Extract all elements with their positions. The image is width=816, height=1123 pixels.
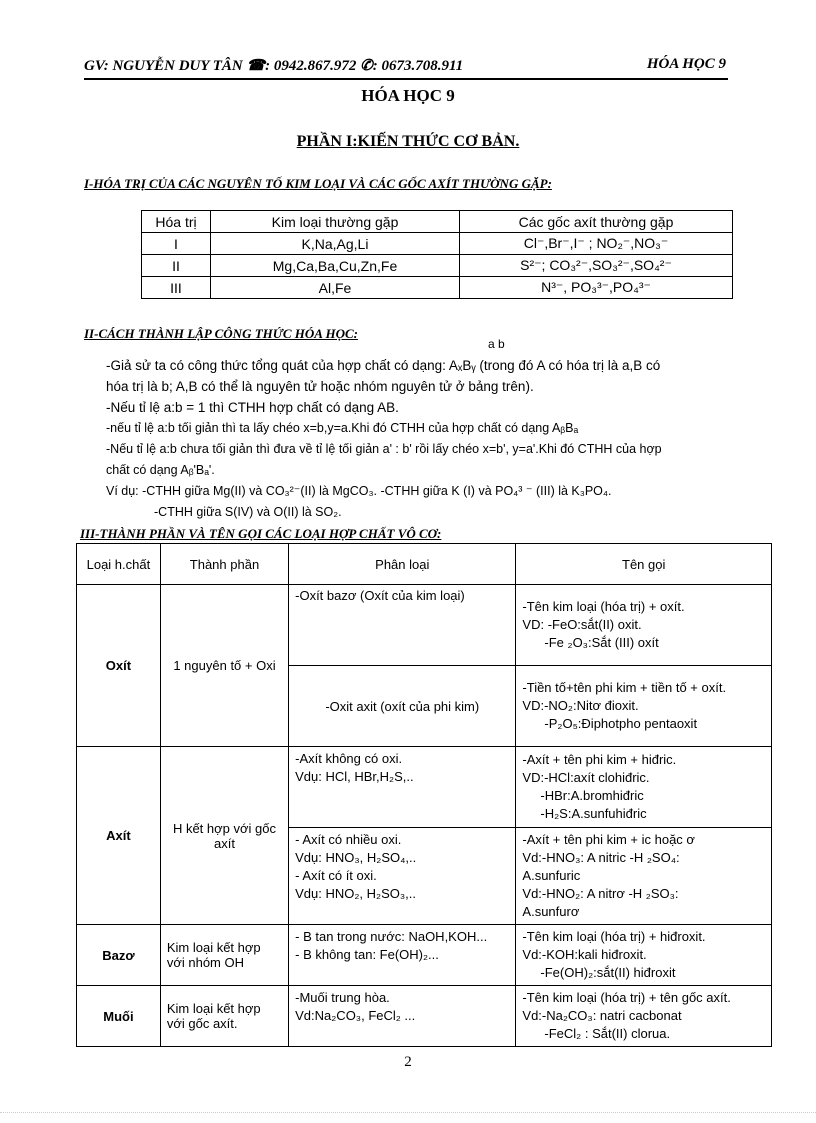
footer-divider <box>0 1112 816 1113</box>
text-line: -Giả sử ta có công thức tổng quát của hợp chất có dạng: AₓBᵧ (trong đó A có hóa trị là a,B có <box>106 358 661 373</box>
axit-oxygen-name <box>516 828 772 925</box>
table-row <box>77 925 772 986</box>
text-line: - B không tan: Fe(OH)₂... <box>295 947 439 962</box>
oxit-basic-name <box>516 585 772 666</box>
part-title: PHẦN I:KIẾN THỨC CƠ BẢN. <box>296 133 520 150</box>
muoi-name <box>516 986 772 1047</box>
table-header-row <box>142 211 733 233</box>
text-line: -Axít không có oxi. <box>295 751 403 766</box>
text-line: -Fe ₂O₃:Sắt (III) oxít <box>544 635 659 650</box>
text-line: VD: -FeO:sắt(II) oxit. <box>522 617 642 632</box>
text-line: Vdụ: HNO₃, H₂SO₄,.. <box>295 850 417 865</box>
cell-metals: Al,Fe <box>211 277 460 299</box>
text-line: -nếu tỉ lệ a:b tối giản thì ta lấy chéo x=b,y=a.Khi đó CTHH của hợp chất có dạng AᵦBₐ <box>106 421 579 435</box>
text-line: Vd:-KOH:kali hiđroxit. <box>522 947 647 962</box>
type-oxit: Oxít <box>77 585 161 747</box>
text-line: -CTHH giữa S(IV) và O(II) là SO₂. <box>154 505 342 519</box>
text-line: -Tên kim loại (hóa trị) + hiđroxit. <box>522 929 706 944</box>
text-line: -Tên kim loại (hóa trị) + oxít. <box>522 599 685 614</box>
cell-valence: I <box>142 233 211 255</box>
text-line: -P₂O₅:Điphotpho pentaoxit <box>544 716 698 731</box>
col-class: Phân loại <box>289 544 516 585</box>
valence-table <box>141 210 733 299</box>
table-row <box>77 747 772 828</box>
text-line: Vdụ: HCl, HBr,H₂S,.. <box>295 769 414 784</box>
bazo-name <box>516 925 772 986</box>
table-header-row <box>77 544 772 585</box>
cell-valence: III <box>142 277 211 299</box>
text-line: Vd:Na₂CO₃, FeCl₂ ... <box>295 1008 416 1023</box>
page-number: 2 <box>404 1054 412 1070</box>
text-line: -H₂S:A.sunfuhiđric <box>540 806 647 821</box>
text-line: VD:-NO₂:Nitơ đioxit. <box>522 698 639 713</box>
table-row <box>77 585 772 666</box>
table-row <box>142 233 733 255</box>
cell-metals: Mg,Ca,Ba,Cu,Zn,Fe <box>211 255 460 277</box>
cell-radicals: Cl⁻,Br⁻,I⁻ ; NO₂⁻,NO₃⁻ <box>460 233 733 255</box>
col-composition: Thành phần <box>160 544 288 585</box>
text-line: VD:-HCl:axít clohiđric. <box>522 770 650 785</box>
header-divider <box>84 78 728 80</box>
text-line: Vd:-HNO₂: A nitrơ -H ₂SO₃: <box>522 886 679 901</box>
text-line: - Axít có nhiều oxi. <box>295 832 402 847</box>
text-line: Ví dụ: -CTHH giữa Mg(II) và CO₃²⁻(II) là MgCO₃. -CTHH giữa K (I) và PO₄³ ⁻ (III) là K₃PO₄. <box>106 484 612 498</box>
text-line: -Axít + tên phi kim + hiđric. <box>522 752 677 767</box>
muoi-class <box>289 986 516 1047</box>
text-line: A.sunfuric <box>522 868 581 883</box>
oxit-basic-class: -Oxít bazơ (Oxít của kim loại) <box>289 585 516 666</box>
bazo-class <box>289 925 516 986</box>
text-line: -Nếu tỉ lệ a:b = 1 thì CTHH hợp chất có dạng AB. <box>106 400 399 415</box>
text-line: Vd:-HNO₃: A nitric -H ₂SO₄: <box>522 850 680 865</box>
col-radicals: Các gốc axít thường gặp <box>460 211 733 233</box>
section2-body <box>106 355 756 523</box>
compounds-table <box>76 543 772 1047</box>
type-bazo: Bazơ <box>77 925 161 986</box>
section3-heading: III-THÀNH PHẦN VÀ TÊN GỌI CÁC LOẠI HỢP CHẤT VÔ CƠ: <box>80 526 442 541</box>
text-line: -FeCl₂ : Sắt(II) clorua. <box>544 1026 671 1041</box>
axit-no-oxygen-name <box>516 747 772 828</box>
text-line: -Tiền tố+tên phi kim + tiền tố + oxít. <box>522 680 727 695</box>
cell-metals: K,Na,Ag,Li <box>211 233 460 255</box>
type-axit: Axít <box>77 747 161 925</box>
table-row <box>142 255 733 277</box>
table-row <box>142 277 733 299</box>
text-line: Vdụ: HNO₂, H₂SO₃,.. <box>295 886 416 901</box>
axit-composition: H kết hợp với gốc axít <box>160 747 288 925</box>
cell-radicals: N³⁻, PO₃³⁻,PO₄³⁻ <box>460 277 733 299</box>
valence-superscripts: a b <box>488 337 505 351</box>
text-line: -Axít + tên phi kim + ic hoặc ơ <box>522 832 695 847</box>
text-line: hóa trị là b; A,B có thể là nguyên tử hoặc nhóm nguyên tử ở bảng trên). <box>106 379 534 394</box>
text-line: - B tan trong nước: NaOH,KOH... <box>295 929 488 944</box>
text-line: -Nếu tỉ lệ a:b chưa tối giản thì đưa về tỉ lệ tối giản a' : b' rồi lấy chéo x=b', y=a'.Khi đó CTHH của hợp <box>106 442 662 456</box>
table-row <box>77 986 772 1047</box>
text-line: -Tên kim loại (hóa trị) + tên gốc axít. <box>522 990 731 1005</box>
col-metals: Kim loại thường gặp <box>211 211 460 233</box>
col-valence: Hóa trị <box>142 211 211 233</box>
text-line: chất có dạng Aᵦ'Bₐ'. <box>106 463 215 477</box>
text-line: Vd:-Na₂CO₃: natri cacbonat <box>522 1008 682 1023</box>
oxit-acid-class: -Oxit axit (oxít của phi kim) <box>289 666 516 747</box>
cell-radicals: S²⁻; CO₃²⁻,SO₃²⁻,SO₄²⁻ <box>460 255 733 277</box>
text-line: - Axít có ít oxi. <box>295 868 377 883</box>
axit-oxygen-class <box>289 828 516 925</box>
text-line: A.sunfurơ <box>522 904 580 919</box>
header-subject: HÓA HỌC 9 <box>646 56 726 72</box>
section1-heading: I-HÓA TRỊ CỦA CÁC NGUYÊN TỐ KIM LOẠI VÀ CÁC GỐC AXÍT THƯỜNG GẶP: <box>84 176 552 191</box>
axit-no-oxygen-class <box>289 747 516 828</box>
bazo-composition: Kim loại kết hợp với nhóm OH <box>160 925 288 986</box>
text-line: -Fe(OH)₂:sắt(II) hiđroxit <box>540 965 676 980</box>
oxit-composition: 1 nguyên tố + Oxi <box>160 585 288 747</box>
col-name: Tên gọi <box>516 544 772 585</box>
page-header <box>84 56 726 75</box>
cell-valence: II <box>142 255 211 277</box>
oxit-acid-name <box>516 666 772 747</box>
text-line: -HBr:A.bromhiđric <box>540 788 644 803</box>
type-muoi: Muối <box>77 986 161 1047</box>
text-line: -Muối trung hòa. <box>295 990 390 1005</box>
col-type: Loại h.chất <box>77 544 161 585</box>
section2-heading: II-CÁCH THÀNH LẬP CÔNG THỨC HÓA HỌC: <box>84 326 358 341</box>
page-title: HÓA HỌC 9 <box>361 86 455 105</box>
header-author: GV: NGUYỄN DUY TÂN ☎: 0942.867.972 ✆: 0673.708.911 <box>84 58 464 74</box>
muoi-composition: Kim loại kết hợp với gốc axít. <box>160 986 288 1047</box>
